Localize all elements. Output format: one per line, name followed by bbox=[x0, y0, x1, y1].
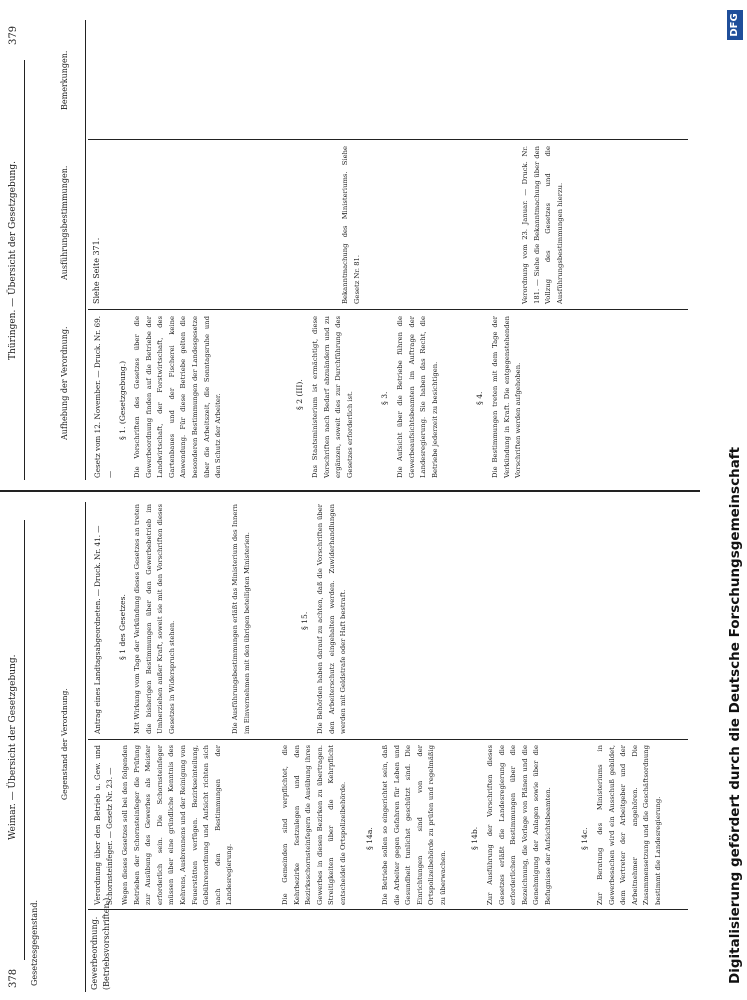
right-header-rule bbox=[85, 20, 86, 480]
right-entry-b: Siehe Seite 371. bbox=[92, 237, 101, 304]
left-col-head-1: Gesetzesgegenstand. bbox=[30, 899, 39, 986]
left-paragraph-6: Mit Wirkung vom Tage der Verkündung dieses Gesetzes an treten die bisherigen Bestimmungen über den Gewerbebetrieb im Umherziehen außer Kraft, soweit sie mit den Vorschriften dieses Gesetzes in Widerspruch stehen. bbox=[133, 504, 176, 734]
right-col-divider-1 bbox=[88, 309, 688, 310]
page-fold bbox=[0, 490, 700, 492]
left-section-d: § 1 des Gesetzes. bbox=[118, 594, 127, 660]
right-entry-c: Bekanntmachung des Ministeriums. Siehe Gesetz Nr. 81. bbox=[341, 146, 361, 304]
right-col-head-1: Aufhebung der Verordnung. bbox=[60, 326, 69, 440]
right-section-c: § 3. bbox=[380, 391, 389, 405]
left-paragraph-7: Die Ausführungsbestimmungen erläßt das Ministerium des Innern im Einvernehmen mit den übrigen beteiligten Ministerien. bbox=[231, 504, 251, 734]
running-head-left: Weimar. — Übersicht der Gesetzgebung. bbox=[8, 654, 18, 840]
dfg-logo-icon: DFG bbox=[727, 10, 743, 40]
left-section-b: § 14b. bbox=[470, 826, 479, 850]
right-paragraph-4: Die Bestimmungen treten mit dem Tage der Verkündung in Kraft. Die entgegenstehenden Vorschriften werden aufgehoben. bbox=[491, 316, 523, 478]
left-section-e: § 15. bbox=[300, 611, 309, 630]
dfg-notice: Digitalisierung gefördert durch die Deutsche Forschungsgemeinschaft bbox=[727, 446, 743, 984]
left-section-c: § 14c. bbox=[580, 827, 589, 850]
head-rule-left bbox=[24, 520, 25, 960]
right-entry-heading: Gesetz vom 12. November. — Druck. Nr. 69. — bbox=[93, 316, 115, 478]
dfg-strip-inner bbox=[725, 0, 747, 1000]
right-paragraph-2: Das Staatsministerium ist ermächtigt, diese Vorschriften nach Bedarf abzuändern und zu ergänzen, soweit dies zur Durchführung des Gesetzes erforderlich ist. bbox=[311, 316, 354, 478]
dfg-strip bbox=[703, 0, 743, 1000]
right-paragraph-3: Die Aufsicht über die Betriebe führen die Gewerbeaufsichtsbeamten im Auftrage der Landesregierung. Sie haben das Recht, die Betriebe jederzeit zu besichtigen. bbox=[396, 316, 439, 478]
running-head-right: Thüringen. — Übersicht der Gesetzgebung. bbox=[8, 161, 18, 360]
left-paragraph-1: Wegen dieses Gesetzes soll bei den folgenden Betrieben der Schornsteinfeger die Prüfung zur Ausübung des Gewerbes als Meister erforderlich sein. Die Schornsteinfeger müssen über eine gründliche Kenntnis des Kehrens, Ausbrennens und der Reinigung von Feuerstätten verfügen. Bezirkseinteilung, Gebührenordnung und Aufsicht richten sich nach den Bestimmungen der Landesregierung. bbox=[121, 745, 234, 905]
right-section-d: § 4. bbox=[475, 391, 484, 405]
left-entry-heading: Verordnung über den Betrieb u. Gew. und Schornsteinfeger. — Gesetz Nr. 23. — bbox=[93, 745, 115, 905]
left-col-divider-2 bbox=[88, 739, 688, 740]
left-margin-entry-1: Gewerbeordnung. bbox=[90, 916, 99, 990]
right-col-head-3: Bemerkungen. bbox=[60, 50, 69, 110]
left-header-rule bbox=[85, 502, 86, 992]
left-paragraph-4: Zur Ausführung der Vorschriften dieses Gesetzes erläßt die Landesregierung die erforderlichen Bestimmungen über die Bezeichnung, die Vorlage von Plänen und die Genehmigung der Anlagen sowie über die Befugnisse der Aufsichtsbeamten. bbox=[486, 745, 552, 905]
right-col-divider-2 bbox=[88, 139, 688, 140]
left-margin-entry-2: (Betriebsvorschriften.) bbox=[102, 897, 111, 990]
page-number-right: 379 bbox=[8, 25, 19, 45]
left-entry2-heading: Antrag eines Landtagsabgeordneten. — Druck. Nr. 41. — bbox=[93, 525, 102, 734]
left-section-a: § 14a. bbox=[365, 827, 374, 850]
head-rule-right bbox=[24, 60, 25, 480]
page-number-left: 378 bbox=[8, 968, 19, 988]
right-section-b: § 2 (III). bbox=[295, 379, 304, 410]
left-paragraph-8: Die Behörden haben darauf zu achten, daß die Vorschriften über den Arbeiterschutz eingehalten werden. Zuwiderhandlungen werden mit Geldstrafe oder Haft bestraft. bbox=[316, 504, 348, 734]
left-paragraph-2: Die Gemeinden sind verpflichtet, die Kehrbezirke festzulegen und den Bezirksschornsteinfegern die Ausübung ihres Gewerbes in diesen Bezirken zu übertragen. Streitigkeiten über die Kehrpflicht entscheidet die Ortspolizeibehörde. bbox=[281, 745, 347, 905]
right-paragraph-1: Die Vorschriften des Gesetzes über die Gewerbeordnung finden auf die Betriebe der Landwirtschaft, der Forstwirtschaft, des Gartenbaues und der Fischerei keine Anwendung. Für diese Betriebe gelten die besonderen Bestimmungen der Landesgesetze über die Arbeitszeit, die Sonntagsruhe und den Schutz der Arbeiter. bbox=[133, 316, 223, 478]
right-entry-d: Verordnung vom 23. Januar. — Druck. Nr. 181. — Siehe die Bekanntmachung über den Vollzug des Gesetzes und die Ausführungsbestimmungen hierzu. bbox=[521, 146, 564, 304]
left-paragraph-5: Zur Beratung des Ministeriums in Gewerbesachen wird ein Ausschuß gebildet, dem Vertreter der Arbeitgeber und der Arbeitnehmer angehören. Die Zusammensetzung und die Geschäftsordnung bestimmt die Landesregierung. bbox=[596, 745, 662, 905]
right-col-head-2: Ausführungsbestimmungen. bbox=[60, 165, 69, 280]
right-section-a: § 1. (Gesetzgebung.) bbox=[118, 360, 127, 440]
left-section-title: Gegenstand der Verordnung. bbox=[60, 688, 69, 800]
left-paragraph-3: Die Betriebe sollen so eingerichtet sein, daß die Arbeiter gegen Gefahren für Leben und Gesundheit tunlichst geschützt sind. Die Einrichtungen sind von der Ortspolizeibehörde zu prüfen und regelmäßig zu überwachen. bbox=[381, 745, 447, 905]
left-col-divider-1 bbox=[88, 909, 688, 910]
